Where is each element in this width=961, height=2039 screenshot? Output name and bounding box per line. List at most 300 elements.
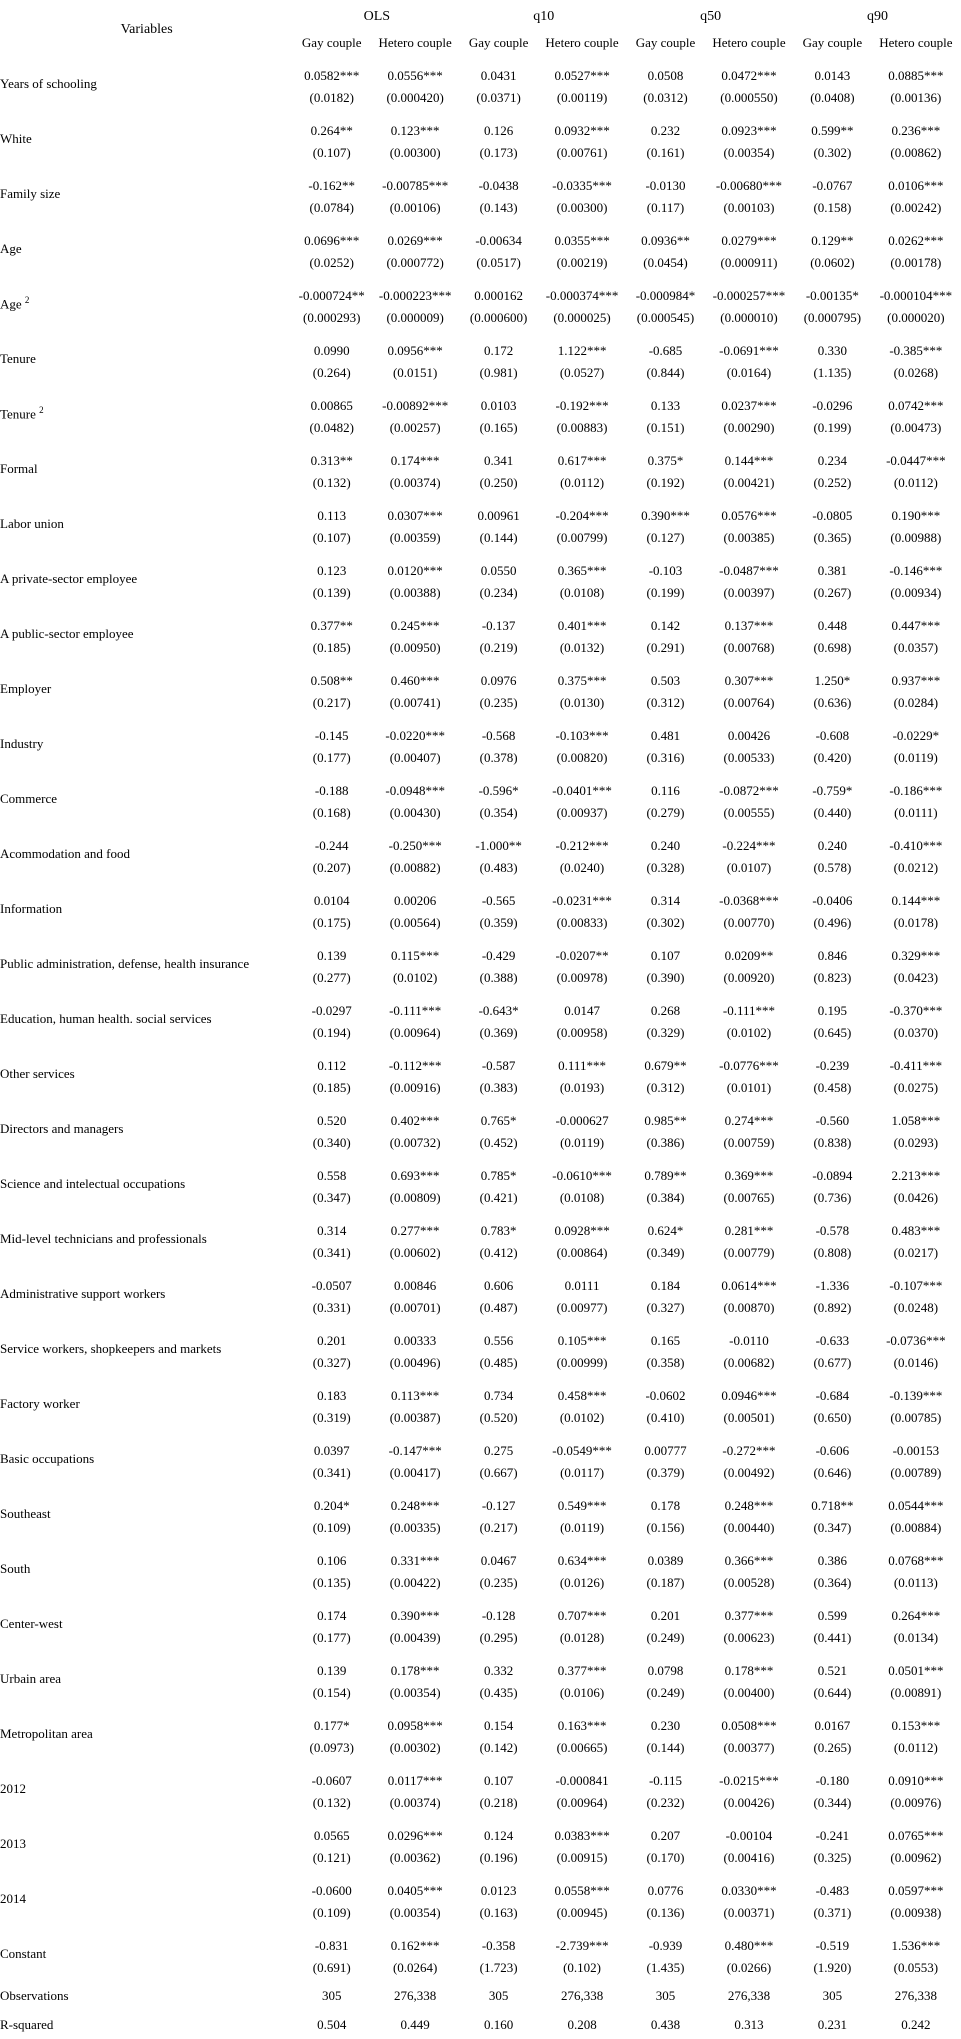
coefficient-cell: 0.112 [317, 1058, 347, 1073]
coefficient-cell: -0.0447*** [886, 453, 946, 468]
standard-error-cell: (0.177) [312, 1629, 351, 1645]
coefficient-cell: -0.192*** [555, 398, 609, 413]
standard-error-cell: (0.302) [646, 914, 685, 930]
coefficient-cell: 0.230 [650, 1718, 681, 1733]
coefficient-cell: 0.599** [811, 123, 854, 138]
coefficient-cell: 0.107 [650, 948, 681, 963]
table-row [0, 166, 961, 194]
coefficient-cell: -1.000** [475, 838, 522, 853]
variable-label: Tenure [0, 350, 36, 366]
table-row [0, 276, 961, 304]
standard-error-cell: (0.00958) [556, 1024, 608, 1040]
coefficient-cell: 0.307*** [724, 673, 774, 688]
standard-error-cell: (0.312) [646, 1079, 685, 1095]
standard-error-cell: (0.0112) [560, 474, 605, 490]
coefficient-cell: 0.00961 [477, 508, 520, 523]
table-row [0, 1651, 961, 1679]
coefficient-cell: 1.058*** [891, 1113, 941, 1128]
coefficient-cell: -0.411*** [889, 1058, 943, 1073]
coefficient-cell: 0.142 [650, 618, 681, 633]
subcol-header: Hetero couple [879, 35, 953, 50]
coefficient-cell: -0.759* [812, 783, 853, 798]
coefficient-cell: 0.366*** [724, 1553, 774, 1568]
standard-error-cell: (0.207) [312, 859, 351, 875]
standard-error-cell: (0.677) [813, 1354, 852, 1370]
coefficient-cell: 0.105*** [557, 1333, 607, 1348]
standard-error-cell: (0.00426) [723, 1794, 775, 1810]
standard-error-cell: (0.691) [312, 1959, 351, 1975]
coefficient-cell: -0.0549*** [552, 1443, 612, 1458]
coefficient-cell: 0.556 [483, 1333, 514, 1348]
table-row [0, 826, 961, 854]
standard-error-cell: (0.00136) [890, 89, 942, 105]
table-row [0, 1321, 961, 1349]
standard-error-cell: (0.458) [813, 1079, 852, 1095]
table-row [0, 496, 961, 524]
coefficient-cell: 0.448 [817, 618, 848, 633]
coefficient-cell: 0.00426 [727, 728, 771, 743]
standard-error-cell: (0.00977) [556, 1299, 608, 1315]
standard-error-cell: (0.365) [813, 529, 852, 545]
standard-error-cell: (0.0240) [559, 859, 605, 875]
coefficient-cell: -0.519 [815, 1938, 850, 1953]
coefficient-cell: 0.390*** [390, 1608, 440, 1623]
standard-error-cell: (0.384) [646, 1189, 685, 1205]
coefficient-cell: -0.204*** [555, 508, 609, 523]
coefficient-cell: -0.139*** [889, 1388, 943, 1403]
standard-error-cell: (0.981) [479, 364, 518, 380]
variable-name [0, 826, 293, 881]
rsquared-cell: 0.313 [734, 2017, 764, 2032]
standard-error-cell: (0.267) [813, 584, 852, 600]
table-row [0, 606, 961, 634]
standard-error-cell: (0.327) [312, 1354, 351, 1370]
coefficient-cell: -0.0438 [478, 178, 519, 193]
standard-error-cell: (0.00496) [389, 1354, 441, 1370]
standard-error-cell: (0.00741) [389, 694, 441, 710]
coefficient-cell: 0.0990 [313, 343, 350, 358]
variable-label: South [0, 1560, 31, 1576]
standard-error-cell: (0.0164) [726, 364, 772, 380]
standard-error-cell: (0.00916) [389, 1079, 441, 1095]
coefficient-cell: 0.0556*** [387, 68, 443, 83]
standard-error-cell: (0.144) [479, 529, 518, 545]
variable-name [0, 1266, 293, 1321]
coefficient-cell: 0.245*** [390, 618, 440, 633]
subcol-header: Hetero couple [545, 35, 619, 50]
standard-error-cell: (0.646) [813, 1464, 852, 1480]
variable-name [0, 1816, 293, 1871]
coefficient-cell: -0.608 [815, 728, 850, 743]
variable-name [0, 1596, 293, 1651]
coefficient-cell: 0.195 [817, 1003, 848, 1018]
coefficient-cell: 0.184 [650, 1278, 681, 1293]
coefficient-cell: -0.0507 [311, 1278, 352, 1293]
table-row [0, 441, 961, 469]
coefficient-cell: 0.0550 [480, 563, 517, 578]
table-row [0, 936, 961, 964]
coefficient-cell: -0.239 [815, 1058, 850, 1073]
coefficient-cell: 0.381 [817, 563, 848, 578]
standard-error-cell: (0.736) [813, 1189, 852, 1205]
standard-error-cell: (0.00416) [723, 1849, 775, 1865]
coefficient-cell: 2.213*** [891, 1168, 941, 1183]
standard-error-cell: (0.00501) [723, 1409, 775, 1425]
standard-error-cell: (0.135) [312, 1574, 351, 1590]
standard-error-cell: (0.00219) [556, 254, 608, 270]
standard-error-cell: (0.341) [312, 1244, 351, 1260]
standard-error-cell: (0.00354) [389, 1904, 441, 1920]
coefficient-cell: 0.460*** [390, 673, 440, 688]
standard-error-cell: (0.00388) [389, 584, 441, 600]
coefficient-cell: 0.240 [817, 838, 848, 853]
table-row [0, 1541, 961, 1569]
standard-error-cell: (0.132) [312, 1794, 351, 1810]
standard-error-cell: (0.823) [813, 969, 852, 985]
coefficient-cell: -0.0368*** [719, 893, 779, 908]
standard-error-cell: (0.234) [479, 584, 518, 600]
standard-error-cell: (0.0217) [893, 1244, 939, 1260]
variable-name [0, 1156, 293, 1211]
coefficient-cell: 0.0776 [647, 1883, 684, 1898]
coefficient-cell: 0.123 [317, 563, 347, 578]
observations-cell: 276,338 [560, 1988, 604, 2003]
standard-error-cell: (0.383) [479, 1079, 518, 1095]
subcol-header: Hetero couple [712, 35, 786, 50]
coefficient-cell: -0.578 [815, 1223, 850, 1238]
standard-error-cell: (0.165) [479, 419, 518, 435]
coefficient-cell: -0.000374*** [545, 288, 619, 303]
coefficient-cell: -0.0487*** [719, 563, 779, 578]
table-row [0, 1926, 961, 1954]
standard-error-cell: (0.00400) [723, 1684, 775, 1700]
variable-label: Public administration, defense, health insurance [0, 955, 250, 971]
variable-name [0, 1211, 293, 1266]
coefficient-cell: -0.00785*** [382, 178, 449, 193]
standard-error-cell: (0.435) [479, 1684, 518, 1700]
standard-error-cell: (0.344) [813, 1794, 852, 1810]
observations-cell: 305 [488, 1988, 509, 2003]
standard-error-cell: (0.452) [479, 1134, 518, 1150]
observations-cell: 276,338 [394, 1988, 437, 2003]
standard-error-cell: (0.000010) [720, 309, 778, 325]
standard-error-cell: (0.0112) [893, 1739, 938, 1755]
rsquared-cell: 0.438 [650, 2017, 681, 2032]
standard-error-cell: (1.920) [813, 1959, 852, 1975]
coefficient-cell: 0.154 [483, 1718, 514, 1733]
coefficient-cell: 0.341 [483, 453, 514, 468]
standard-error-cell: (0.316) [646, 749, 685, 765]
standard-error-cell: (0.000600) [469, 309, 528, 325]
standard-error-cell: (0.175) [312, 914, 351, 930]
coefficient-cell: -0.0335*** [552, 178, 612, 193]
coefficient-cell: 0.503 [650, 673, 681, 688]
coefficient-cell: -0.0220*** [385, 728, 445, 743]
standard-error-cell: (0.00682) [723, 1354, 775, 1370]
coefficient-cell: 0.0330*** [721, 1883, 777, 1898]
standard-error-cell: (0.00417) [389, 1464, 441, 1480]
coefficient-cell: -0.587 [481, 1058, 516, 1073]
standard-error-cell: (0.00732) [389, 1134, 441, 1150]
standard-error-cell: (0.185) [312, 639, 351, 655]
standard-error-cell: (0.00915) [556, 1849, 608, 1865]
coefficient-cell: -0.00104 [725, 1828, 773, 1843]
coefficient-cell: 0.0467 [480, 1553, 517, 1568]
coefficient-cell: 0.0582*** [304, 68, 360, 83]
standard-error-cell: (0.00473) [890, 419, 942, 435]
coefficient-cell: 0.0558*** [554, 1883, 610, 1898]
coefficient-cell: 0.402*** [390, 1113, 440, 1128]
coefficient-cell: 0.240 [650, 838, 681, 853]
variable-label: Metropolitan area [0, 1725, 93, 1741]
coefficient-cell: 0.0501*** [888, 1663, 944, 1678]
coefficient-cell: 0.162*** [390, 1938, 440, 1953]
standard-error-cell: (0.388) [479, 969, 518, 985]
coefficient-cell: 0.634*** [557, 1553, 607, 1568]
variable-name [0, 1321, 293, 1376]
standard-error-cell: (0.00964) [389, 1024, 441, 1040]
coefficient-cell: 0.0123 [480, 1883, 517, 1898]
standard-error-cell: (0.0266) [726, 1959, 772, 1975]
standard-error-cell: (0.000795) [803, 309, 862, 325]
table-row [0, 1596, 961, 1624]
coefficient-cell: -0.147*** [388, 1443, 442, 1458]
standard-error-cell: (0.0193) [559, 1079, 605, 1095]
coefficient-cell: 0.234 [817, 453, 848, 468]
standard-error-cell: (0.0119) [893, 749, 938, 765]
standard-error-cell: (1.723) [479, 1959, 518, 1975]
variable-label: Age [0, 296, 22, 312]
coefficient-cell: 0.0928*** [554, 1223, 610, 1238]
table-row [0, 331, 961, 359]
rsquared-cell: 0.242 [901, 2017, 931, 2032]
standard-error-cell: (0.358) [646, 1354, 685, 1370]
variable-name [0, 881, 293, 936]
coefficient-cell: -0.0110 [729, 1333, 769, 1348]
standard-error-cell: (0.163) [479, 1904, 518, 1920]
standard-error-cell: (0.00623) [723, 1629, 775, 1645]
coefficient-cell: 0.0527*** [554, 68, 610, 83]
variable-label: Service workers, shopkeepers and markets [0, 1340, 222, 1356]
coefficient-cell: 0.183 [317, 1388, 347, 1403]
standard-error-cell: (0.00374) [389, 474, 441, 490]
standard-error-cell: (0.00302) [389, 1739, 441, 1755]
coefficient-cell: -0.0229* [892, 728, 940, 743]
coefficient-cell: 0.00865 [310, 398, 353, 413]
coefficient-cell: 0.693*** [390, 1168, 440, 1183]
rsquared-cell: 0.231 [817, 2017, 848, 2032]
standard-error-cell: (0.00962) [890, 1849, 942, 1865]
coefficient-cell: -0.643* [478, 1003, 519, 1018]
standard-error-cell: (0.219) [479, 639, 518, 655]
coefficient-cell: 0.314 [650, 893, 681, 908]
coefficient-cell: 0.599 [817, 1608, 848, 1623]
standard-error-cell: (0.349) [646, 1244, 685, 1260]
coefficient-cell: -0.685 [648, 343, 683, 358]
variable-label: 2014 [0, 1890, 26, 1906]
standard-error-cell: (0.132) [312, 474, 351, 490]
coefficient-cell: 0.0910*** [888, 1773, 944, 1788]
coefficient-cell: 0.00206 [394, 893, 437, 908]
variable-name [0, 331, 293, 386]
standard-error-cell: (0.00964) [556, 1794, 608, 1810]
coefficient-cell: 0.264*** [891, 1608, 941, 1623]
standard-error-cell: (0.644) [813, 1684, 852, 1700]
variable-label: Center-west [0, 1615, 63, 1631]
coefficient-cell: 0.0237*** [721, 398, 777, 413]
standard-error-cell: (0.000293) [303, 309, 361, 325]
standard-error-cell: (1.135) [813, 364, 852, 380]
coefficient-cell: 0.314 [317, 1223, 347, 1238]
coefficient-cell: 0.275 [483, 1443, 514, 1458]
coefficient-cell: -0.684 [815, 1388, 850, 1403]
observations-label: Observations [0, 1988, 69, 2003]
variable-label: Other services [0, 1065, 75, 1081]
variable-name [0, 1486, 293, 1541]
coefficient-cell: -0.831 [314, 1938, 349, 1953]
standard-error-cell: (0.0119) [560, 1519, 605, 1535]
coefficient-cell: 0.124 [483, 1828, 514, 1843]
standard-error-cell: (0.645) [813, 1024, 852, 1040]
standard-error-cell: (0.185) [312, 1079, 351, 1095]
coefficient-cell: -0.103 [648, 563, 683, 578]
standard-error-cell: (0.0108) [559, 1189, 605, 1205]
coefficient-cell: -0.00680*** [715, 178, 782, 193]
rsquared-cell: 0.504 [317, 2017, 347, 2032]
standard-error-cell: (0.235) [479, 1574, 518, 1590]
coefficient-cell: -0.186*** [889, 783, 943, 798]
standard-error-cell: (0.00884) [890, 1519, 942, 1535]
variable-name [0, 1046, 293, 1101]
coefficient-cell: 0.0167 [814, 1718, 851, 1733]
standard-error-cell: (0.00820) [556, 749, 608, 765]
coefficient-cell: 0.783* [480, 1223, 517, 1238]
coefficient-cell: 0.281*** [724, 1223, 774, 1238]
variable-superscript: 2 [24, 294, 30, 305]
standard-error-cell: (0.312) [646, 694, 685, 710]
coefficient-cell: 0.401*** [557, 618, 607, 633]
standard-error-cell: (0.325) [813, 1849, 852, 1865]
standard-error-cell: (0.0264) [392, 1959, 438, 1975]
standard-error-cell: (0.00257) [389, 419, 441, 435]
variable-label: Information [0, 900, 63, 916]
coefficient-cell: 0.0614*** [721, 1278, 777, 1293]
table-row [0, 1156, 961, 1184]
standard-error-cell: (0.00862) [890, 144, 942, 160]
coefficient-cell: -0.0406 [812, 893, 853, 908]
standard-error-cell: (0.0602) [810, 254, 855, 270]
coefficient-cell: 0.0576*** [721, 508, 777, 523]
standard-error-cell: (0.0408) [810, 89, 855, 105]
coefficient-cell: 0.0946*** [721, 1388, 777, 1403]
standard-error-cell: (0.250) [479, 474, 518, 490]
standard-error-cell: (0.00242) [890, 199, 942, 215]
coefficient-cell: 0.734 [483, 1388, 514, 1403]
coefficient-cell: -0.241 [815, 1828, 850, 1843]
standard-error-cell: (0.0132) [559, 639, 605, 655]
coefficient-cell: -0.000223*** [378, 288, 452, 303]
group-header-q50: q50 [700, 9, 722, 24]
standard-error-cell: (0.0146) [893, 1354, 939, 1370]
coefficient-cell: 0.0111 [564, 1278, 600, 1293]
standard-error-cell: (0.136) [646, 1904, 685, 1920]
coefficient-cell: 0.483*** [891, 1223, 941, 1238]
coefficient-cell: 0.0355*** [554, 233, 610, 248]
variable-label: Formal [0, 460, 38, 476]
standard-error-cell: (0.000020) [887, 309, 945, 325]
coefficient-cell: 0.0765*** [888, 1828, 944, 1843]
standard-error-cell: (0.00945) [556, 1904, 608, 1920]
coefficient-cell: 0.624* [647, 1223, 684, 1238]
variable-name [0, 661, 293, 716]
coefficient-cell: 0.0885*** [888, 68, 944, 83]
standard-error-cell: (0.0527) [559, 364, 605, 380]
standard-error-cell: (0.109) [312, 1519, 351, 1535]
standard-error-cell: (0.139) [312, 584, 351, 600]
variable-label: Labor union [0, 515, 64, 531]
coefficient-cell: -0.0767 [812, 178, 853, 193]
variable-name [0, 1926, 293, 1981]
table-row [0, 991, 961, 1019]
coefficient-cell: 0.330 [817, 343, 848, 358]
table-row [0, 386, 961, 414]
coefficient-cell: -0.000104*** [879, 288, 953, 303]
coefficient-cell: 0.174*** [390, 453, 440, 468]
coefficient-cell: -0.0130 [645, 178, 686, 193]
standard-error-cell: (0.000009) [386, 309, 444, 325]
variable-name [0, 1431, 293, 1486]
regression-table [0, 4, 961, 2039]
variable-name [0, 771, 293, 826]
standard-error-cell: (0.264) [312, 364, 351, 380]
standard-error-cell: (0.0973) [309, 1739, 354, 1755]
standard-error-cell: (0.00770) [723, 914, 775, 930]
coefficient-cell: 0.0932*** [554, 123, 610, 138]
coefficient-cell: 0.447*** [891, 618, 941, 633]
variable-name [0, 166, 293, 221]
observations-cell: 276,338 [727, 1988, 771, 2003]
standard-error-cell: (0.00103) [723, 199, 775, 215]
coefficient-cell: -0.0736*** [886, 1333, 946, 1348]
standard-error-cell: (0.0293) [893, 1134, 939, 1150]
coefficient-cell: 0.785* [480, 1168, 517, 1183]
coefficient-cell: -0.180 [815, 1773, 850, 1788]
coefficient-cell: 0.111*** [558, 1058, 606, 1073]
coefficient-cell: 0.0143 [814, 68, 851, 83]
coefficient-cell: -0.939 [648, 1938, 683, 1953]
coefficient-cell: -0.000841 [555, 1773, 609, 1788]
standard-error-cell: (0.0151) [392, 364, 438, 380]
coefficient-cell: -0.000724** [298, 288, 365, 303]
standard-error-cell: (0.00439) [389, 1629, 441, 1645]
standard-error-cell: (0.00178) [890, 254, 942, 270]
coefficient-cell: 0.264** [310, 123, 353, 138]
standard-error-cell: (0.000772) [386, 254, 444, 270]
standard-error-cell: (0.0130) [559, 694, 605, 710]
standard-error-cell: (0.0212) [893, 859, 939, 875]
standard-error-cell: (0.249) [646, 1629, 685, 1645]
coefficient-cell: 0.00846 [394, 1278, 437, 1293]
coefficient-cell: 0.268 [650, 1003, 681, 1018]
coefficient-cell: -0.127 [481, 1498, 516, 1513]
coefficient-cell: -0.0297 [311, 1003, 352, 1018]
variable-name [0, 1541, 293, 1596]
standard-error-cell: (0.265) [813, 1739, 852, 1755]
standard-error-cell: (0.0119) [560, 1134, 605, 1150]
coefficient-cell: -0.244 [314, 838, 349, 853]
coefficient-cell: 0.377** [310, 618, 353, 633]
standard-error-cell: (0.390) [646, 969, 685, 985]
